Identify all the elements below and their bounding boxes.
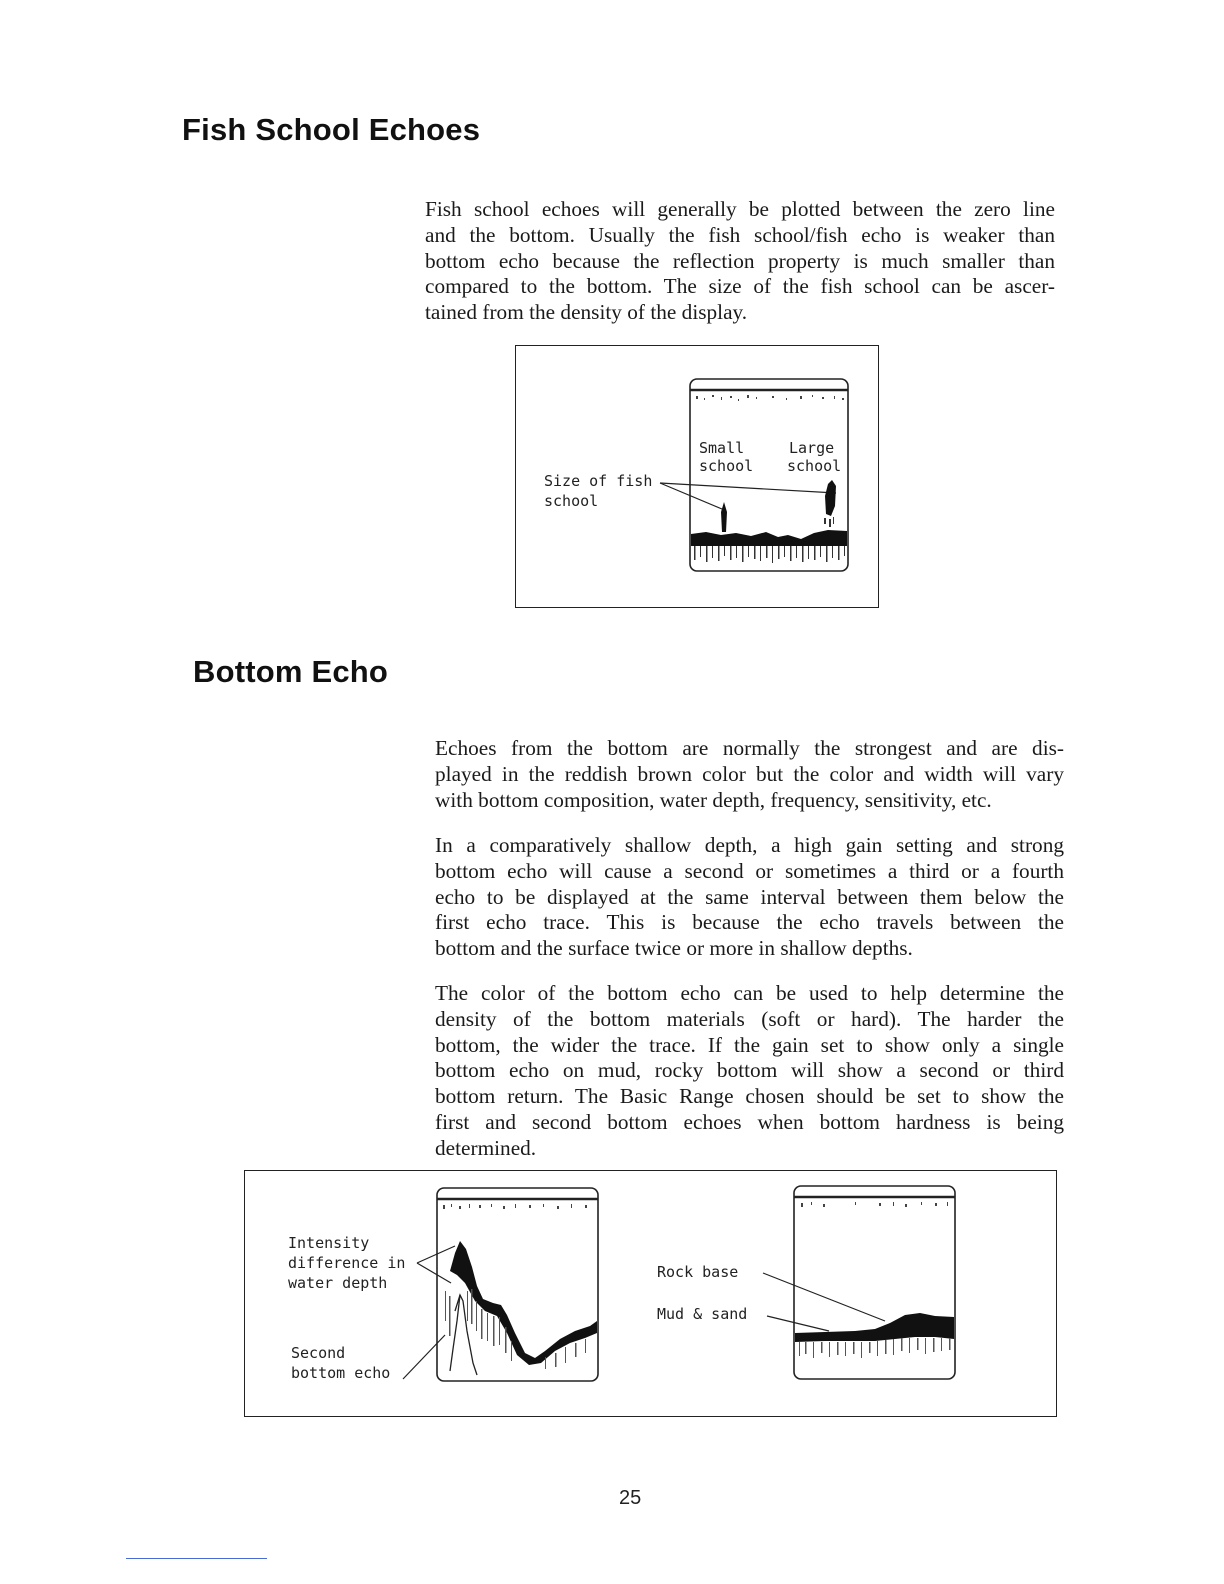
text-line: tained from the density of the display. (425, 300, 748, 325)
second-bottom-echo-edge (450, 1295, 460, 1371)
text-line: In a comparatively shallow depth, a high gain setting and strong (435, 833, 1064, 857)
text-line: and the bottom. Usually the fish school/fish echo is weaker than (425, 222, 1055, 247)
text-line: determined. (435, 1135, 537, 1160)
text-line: first and second bottom echoes when bottom hardness is being (435, 1109, 1064, 1134)
text-line: bottom return. The Basic Range chosen should be set to show the (435, 1084, 1064, 1109)
rock-base-label: Rock base (657, 1263, 739, 1281)
second-echo-label-line2: bottom echo (291, 1364, 391, 1382)
text-line: bottom echo on mud, rocky bottom will show a second or third (435, 1058, 1064, 1083)
fish-school-heading: Fish School Echoes (182, 112, 481, 147)
echogram-screen-right (794, 1186, 955, 1379)
bottom-echo-heading: Bottom Echo (193, 654, 389, 689)
text-line: Echoes from the bottom are normally the strongest and are dis- (435, 736, 1064, 760)
text-line: The color of the bottom echo can be used to help determine the (435, 981, 1064, 1005)
bottom-echo-figure (244, 1170, 1057, 1417)
large-school-speckle (824, 517, 834, 527)
text-line: bottom echo will cause a second or sometimes a third or a fourth (435, 858, 1064, 883)
surface-noise (696, 395, 844, 401)
mud-sand-label: Mud & sand (657, 1305, 748, 1323)
large-school-label-line1: Large (789, 439, 835, 457)
bottom-echo-diagram (245, 1171, 1055, 1415)
bottom-echo-tail (694, 546, 845, 563)
leader-lines-right (763, 1273, 885, 1331)
bottom-echo-paragraph-2 (435, 833, 1064, 962)
bottom-echo-band (691, 530, 847, 546)
fish-school-figure (515, 345, 879, 608)
intensity-label-line3: water depth (288, 1274, 388, 1292)
text-line: with bottom composition, water depth, frequency, sensitivity, etc. (435, 787, 992, 812)
large-school-echo (825, 480, 836, 516)
bottom-echo-paragraph-1 (435, 736, 1064, 813)
leader-lines (660, 483, 836, 509)
text-line: compared to the bottom. The size of the fish school can be ascer- (425, 274, 1055, 299)
fish-school-diagram (516, 346, 877, 606)
surface-noise-left (443, 1204, 587, 1209)
footer-rule (126, 1558, 267, 1559)
small-school-echo (721, 502, 727, 532)
text-line: bottom, the wider the trace. If the gain set to show only a single (435, 1032, 1064, 1057)
text-line: bottom and the surface twice or more in shallow depths. (435, 936, 913, 961)
surface-noise-right (801, 1202, 948, 1207)
text-line: Fish school echoes will generally be plotted between the zero line (425, 197, 1055, 221)
text-line: density of the bottom materials (soft or hard). The harder the (435, 1006, 1064, 1031)
leader-lines-left (403, 1246, 455, 1379)
text-line: echo to be displayed at the same interval between them below the (435, 884, 1064, 909)
text-line: played in the reddish brown color but the color and width will vary (435, 761, 1064, 786)
intensity-label-line1: Intensity (288, 1234, 370, 1252)
text-line: first echo trace. This is because the echo travels between the (435, 910, 1064, 935)
size-of-fish-label-line2: school (544, 492, 599, 510)
page-number: 25 (619, 1487, 642, 1509)
fish-school-paragraph (425, 197, 1055, 326)
size-of-fish-label-line1: Size of fish (544, 472, 653, 490)
large-school-label-line2: school (787, 457, 842, 475)
text-line: bottom echo because the reflection property is much smaller than (425, 248, 1055, 273)
second-echo-label-line1: Second (291, 1344, 346, 1362)
small-school-label-line2: school (699, 457, 754, 475)
small-school-label-line1: Small (699, 439, 745, 457)
bottom-echo-paragraph-3 (435, 981, 1064, 1162)
intensity-label-line2: difference in (288, 1254, 406, 1272)
